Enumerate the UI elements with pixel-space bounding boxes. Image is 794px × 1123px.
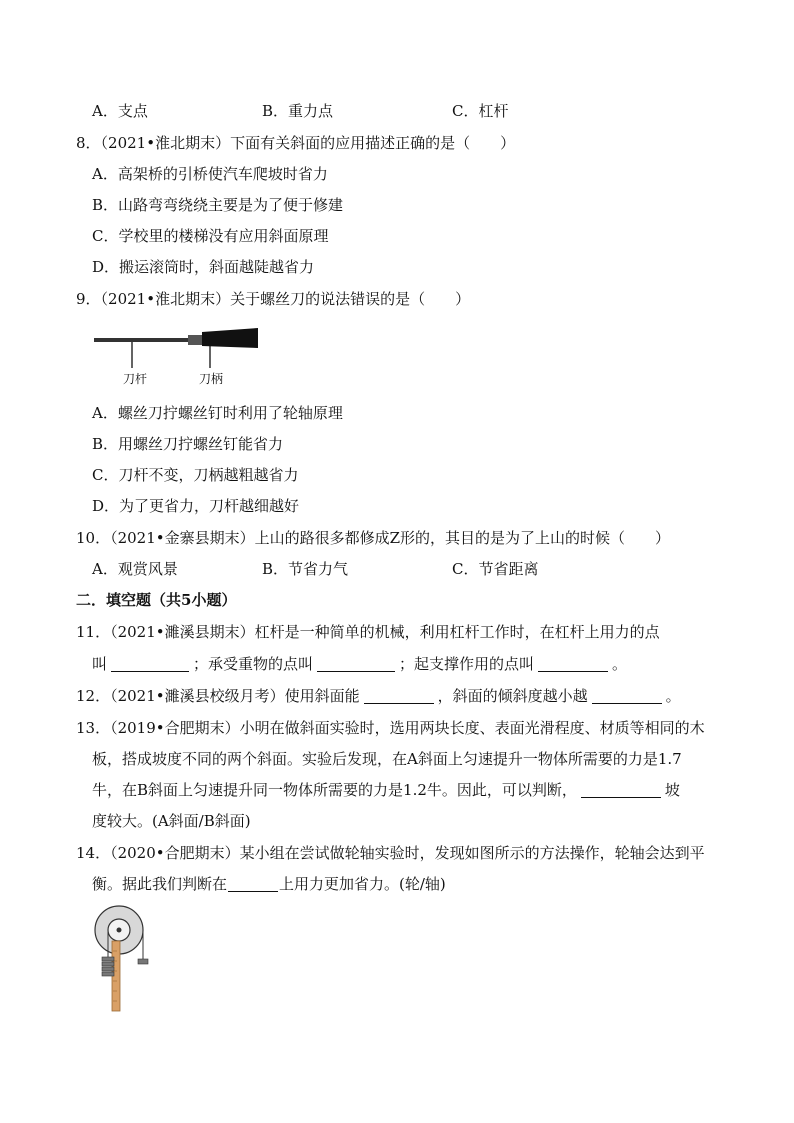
q13-line1: 13．（2019•合肥期末）小明在做斜面实验时，选用两块长度、表面光滑程度、材质等相同的木: [76, 719, 705, 737]
screwdriver-handle: [202, 328, 258, 348]
q12-line: [76, 686, 681, 706]
q14-line2: [92, 874, 446, 894]
q8-stem: 8．（2021•淮北期末）下面有关斜面的应用描述正确的是（ ）: [76, 134, 516, 152]
q9-option-a: A．螺丝刀拧螺丝钉时利用了轮轴原理: [92, 404, 343, 422]
q8-option-b: B．山路弯弯绕绕主要是为了便于修建: [92, 196, 344, 214]
q10-stem: 10．（2021•金寨县期末）上山的路很多都修成Z形的，其目的是为了上山的时候（ ）: [76, 529, 671, 547]
q14-text-2b: 上用力更加省力。(轮/轴): [279, 875, 446, 893]
q13-line4: 度较大。(A斜面/B斜面): [92, 812, 251, 830]
label-handle: 刀柄: [199, 372, 224, 386]
q13-line3: [92, 780, 680, 800]
q11-text-2: 叫: [92, 655, 108, 673]
q11-blank-2[interactable]: [317, 655, 395, 672]
q14-blank[interactable]: [228, 875, 278, 892]
q10-option-b: B．节省力气: [262, 560, 349, 578]
weight-4: [102, 972, 114, 976]
screwdriver-figure: [90, 318, 260, 390]
weight-3: [102, 967, 114, 971]
q11-text-4: ；起支撑作用的点叫: [399, 655, 535, 673]
q10-option-a: A．观赏风景: [92, 560, 178, 578]
q11-blank-1[interactable]: [111, 655, 189, 672]
axle-center: [117, 928, 122, 933]
q7-option-b: B．重力点: [262, 102, 334, 120]
q14-text-2a: 衡。据此我们判断在: [92, 875, 228, 893]
q13-blank[interactable]: [581, 781, 661, 798]
q10-option-c: C．节省距离: [452, 560, 539, 578]
q9-option-b: B．用螺丝刀拧螺丝钉能省力: [92, 435, 284, 453]
q12-text-3: 。: [665, 687, 681, 705]
q12-text-1: 12．（2021•濉溪县校级月考）使用斜面能: [76, 687, 360, 705]
q14-line1: 14．（2020•合肥期末）某小组在尝试做轮轴实验时，发现如图所示的方法操作，轮轴会达到平: [76, 844, 705, 862]
q11-blank-3[interactable]: [538, 655, 608, 672]
wheel-weight: [138, 959, 148, 964]
q13-line2: 板，搭成坡度不同的两个斜面。实验后发现，在A斜面上匀速提升一物体所需要的力是1.7: [92, 750, 682, 768]
screwdriver-ferrule: [188, 335, 204, 345]
q12-blank-1[interactable]: [364, 687, 434, 704]
section-heading: 二．填空题（共5小题）: [76, 591, 237, 609]
q9-stem: 9．（2021•淮北期末）关于螺丝刀的说法错误的是（ ）: [76, 290, 471, 308]
q12-text-2: ，斜面的倾斜度越小越: [437, 687, 588, 705]
q11-text-3: ；承受重物的点叫: [193, 655, 314, 673]
label-shaft: 刀杆: [123, 372, 148, 386]
q8-option-d: D．搬运滚筒时，斜面越陡越省力: [92, 258, 315, 276]
q8-option-c: C．学校里的楼梯没有应用斜面原理: [92, 227, 329, 245]
q13-text-3b: 坡: [664, 781, 680, 799]
q8-option-a: A．高架桥的引桥使汽车爬坡时省力: [92, 165, 328, 183]
q7-option-c: C．杠杆: [452, 102, 509, 120]
weight-1: [102, 957, 114, 961]
weight-2: [102, 962, 114, 966]
q11-text-5: 。: [612, 655, 628, 673]
wheel-axle-figure: [88, 905, 154, 1015]
q9-option-c: C．刀杆不变，刀柄越粗越省力: [92, 466, 299, 484]
screwdriver-shaft: [94, 338, 190, 342]
q12-blank-2[interactable]: [592, 687, 662, 704]
q7-option-a: A．支点: [92, 102, 148, 120]
q9-option-d: D．为了更省力，刀杆越细越好: [92, 497, 300, 515]
q11-line2: [92, 654, 627, 674]
q11-line1: 11．（2021•濉溪县期末）杠杆是一种简单的机械，利用杠杆工作时，在杠杆上用力的点: [76, 623, 660, 641]
q13-text-3a: 牛，在B斜面上匀速提升同一物体所需要的力是1.2牛。因此，可以判断，: [92, 781, 577, 799]
